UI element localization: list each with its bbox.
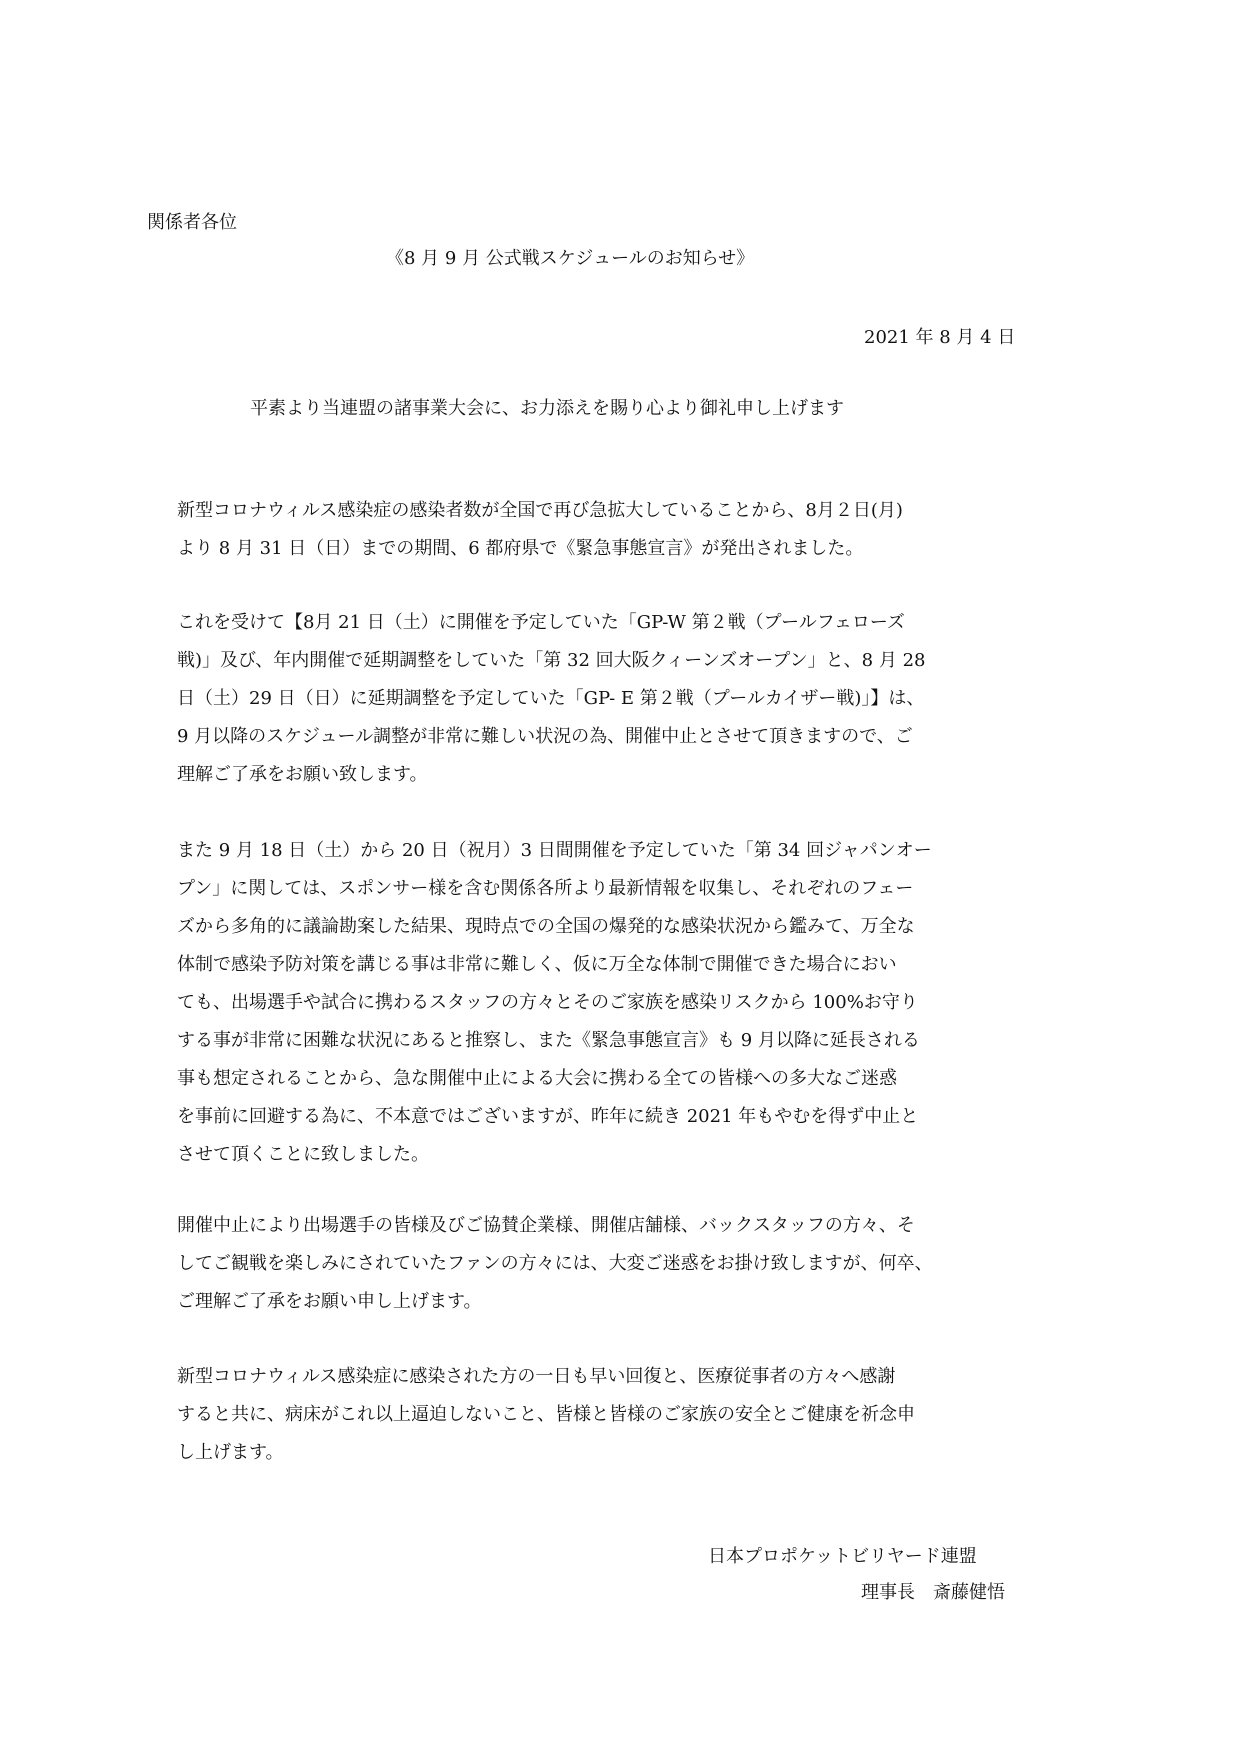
paragraph-line: これを受けて【8月 21 日（土）に開催を予定していた「GP-W 第２戦（プールフェローズ <box>177 612 905 633</box>
paragraph-japan-open <box>177 832 1079 1174</box>
paragraph-line: 日（土）29 日（日）に延期調整を予定していた「GP- E 第２戦（プールカイザー戦)」】は、 <box>177 688 925 709</box>
paragraph-line: 事も想定されることから、急な開催中止による大会に携わる全ての皆様への多大なご迷惑 <box>177 1068 897 1089</box>
paragraph-cancellation <box>177 604 1079 794</box>
paragraph-line: より 8 月 31 日（日）までの期間、6 都府県で《緊急事態宣言》が発出されました。 <box>177 538 864 559</box>
paragraph-line: を事前に回避する為に、不本意ではございますが、昨年に続き 2021 年もやむを得ず中止と <box>177 1106 919 1127</box>
paragraph-line: 理解ご了承をお願い致します。 <box>177 764 428 785</box>
paragraph-line: 新型コロナウィルス感染症の感染者数が全国で再び急拡大していることから、8月２日(月) <box>177 500 903 521</box>
paragraph-line: また 9 月 18 日（土）から 20 日（祝月）3 日間開催を予定していた「第 34 回ジャパンオー <box>177 840 932 861</box>
addressee: 関係者各位 <box>147 212 237 233</box>
paragraph-line: 体制で感染予防対策を講じる事は非常に難しく、仮に万全な体制で開催できた場合におい <box>177 954 897 975</box>
paragraph-line: する事が非常に困難な状況にあると推察し、また《緊急事態宣言》も 9 月以降に延長される <box>177 1030 920 1051</box>
paragraph-outbreak <box>177 492 1079 568</box>
signature-organization: 日本プロポケットビリヤード連盟 <box>708 1546 977 1567</box>
letter-date: 2021 年 8 月 4 日 <box>864 327 1016 348</box>
paragraph-wishes <box>177 1358 1079 1472</box>
paragraph-line: ても、出場選手や試合に携わるスタッフの方々とそのご家族を感染リスクから 100%お守り <box>177 992 918 1013</box>
paragraph-line: 新型コロナウィルス感染症に感染された方の一日も早い回復と、医療従事者の方々へ感謝 <box>177 1366 896 1387</box>
paragraph-line: 9 月以降のスケジュール調整が非常に難しい状況の為、開催中止とさせて頂きますので、ご <box>177 726 913 747</box>
paragraph-line: すると共に、病床がこれ以上逼迫しないこと、皆様と皆様のご家族の安全とご健康を祈念申 <box>177 1404 915 1425</box>
paragraph-line: してご観戦を楽しみにされていたファンの方々には、大変ご迷惑をお掛け致しますが、何卒、 <box>177 1253 933 1274</box>
greeting: 平素より当連盟の諸事業大会に、お力添えを賜り心より御礼申し上げます <box>250 398 844 419</box>
paragraph-line: ご理解ご了承をお願い申し上げます。 <box>177 1291 482 1312</box>
paragraph-line: させて頂くことに致しました。 <box>177 1144 429 1165</box>
paragraph-line: ズから多角的に議論勘案した結果、現時点での全国の爆発的な感染状況から鑑みて、万全な <box>177 916 915 937</box>
letter-title: 《8 月 9 月 公式戦スケジュールのお知らせ》 <box>386 248 755 269</box>
paragraph-line: し上げます。 <box>177 1442 284 1463</box>
signature-name: 理事長 斎藤健悟 <box>861 1582 1005 1603</box>
paragraph-line: 開催中止により出場選手の皆様及びご協賛企業様、開催店舗様、バックスタッフの方々、そ <box>177 1215 915 1236</box>
paragraph-apology <box>177 1207 1079 1321</box>
paragraph-line: プン」に関しては、スポンサー様を含む関係各所より最新情報を収集し、それぞれのフェー <box>177 878 914 899</box>
paragraph-line: 戦)」及び、年内開催で延期調整をしていた「第 32 回大阪クィーンズオープン」と、8 月 28 <box>177 650 926 671</box>
